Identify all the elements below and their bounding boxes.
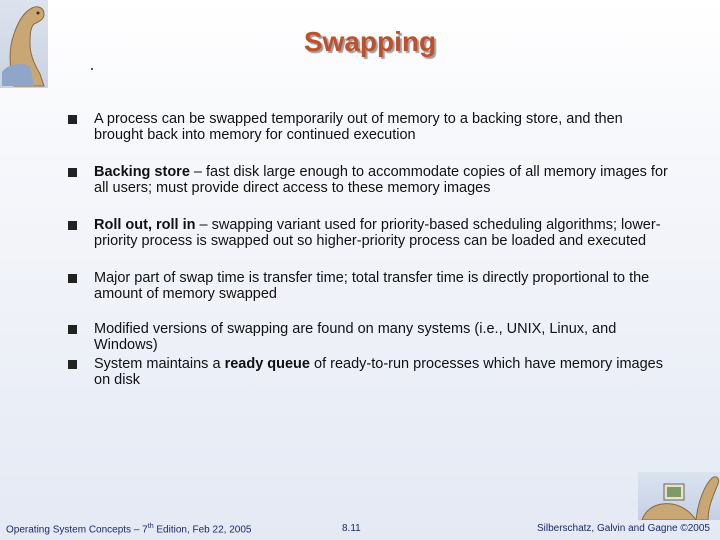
bullet-marker-icon <box>68 360 77 369</box>
bullet-marker-icon <box>68 325 77 334</box>
bullet-text: Major part of swap time is transfer time; total transfer time is directly proportional to the amount of memory swapped <box>94 270 650 302</box>
slide-title: Swapping <box>303 26 437 57</box>
bullet-text: Modified versions of swapping are found on many systems (i.e., UNIX, Linux, and Windows) <box>94 321 617 353</box>
bullet-term: Roll out, roll in <box>94 217 196 233</box>
page-number: 8.11 <box>342 523 361 534</box>
bullet-marker-icon <box>68 221 77 230</box>
bullet-list <box>68 112 668 388</box>
footer-book-edition <box>6 523 251 535</box>
bullet-marker-icon <box>68 115 77 124</box>
bullet-term: ready queue <box>224 356 310 372</box>
bullet-marker-icon <box>68 274 77 283</box>
footer-authors: Silberschatz, Galvin and Gagne ©2005 <box>536 523 710 534</box>
bullet-item <box>68 357 668 388</box>
bullet-item <box>68 165 668 196</box>
dinosaur-computer-icon <box>638 472 720 520</box>
bullet-text: – fast disk large enough to accommodate copies of all memory images for all users; must provide direct access to these memory images <box>94 164 668 196</box>
bullet-text: – swapping variant used for priority-based scheduling algorithms; lower-priority process is swapped out so higher-priority process can be loaded and executed <box>94 217 661 249</box>
stray-dot <box>91 68 93 70</box>
bullet-item <box>68 322 668 353</box>
bullet-item <box>68 218 668 249</box>
bullet-marker-icon <box>68 168 77 177</box>
bullet-item <box>68 271 668 302</box>
bullet-item <box>68 112 668 143</box>
dinosaur-logo-icon <box>0 0 48 88</box>
footer-book-text: Operating System Concepts – 7 <box>6 524 148 536</box>
bullet-text: of ready-to-run processes which have memory images on disk <box>94 356 663 388</box>
bullet-prefix: System maintains a <box>94 356 225 372</box>
bullet-term: Backing store <box>94 164 190 180</box>
bullet-text: A process can be swapped temporarily out of memory to a backing store, and then brought back into memory for continued execution <box>94 111 623 143</box>
footer-date-text: Edition, Feb 22, 2005 <box>153 524 252 536</box>
footer-edition-sup: th <box>147 523 154 530</box>
